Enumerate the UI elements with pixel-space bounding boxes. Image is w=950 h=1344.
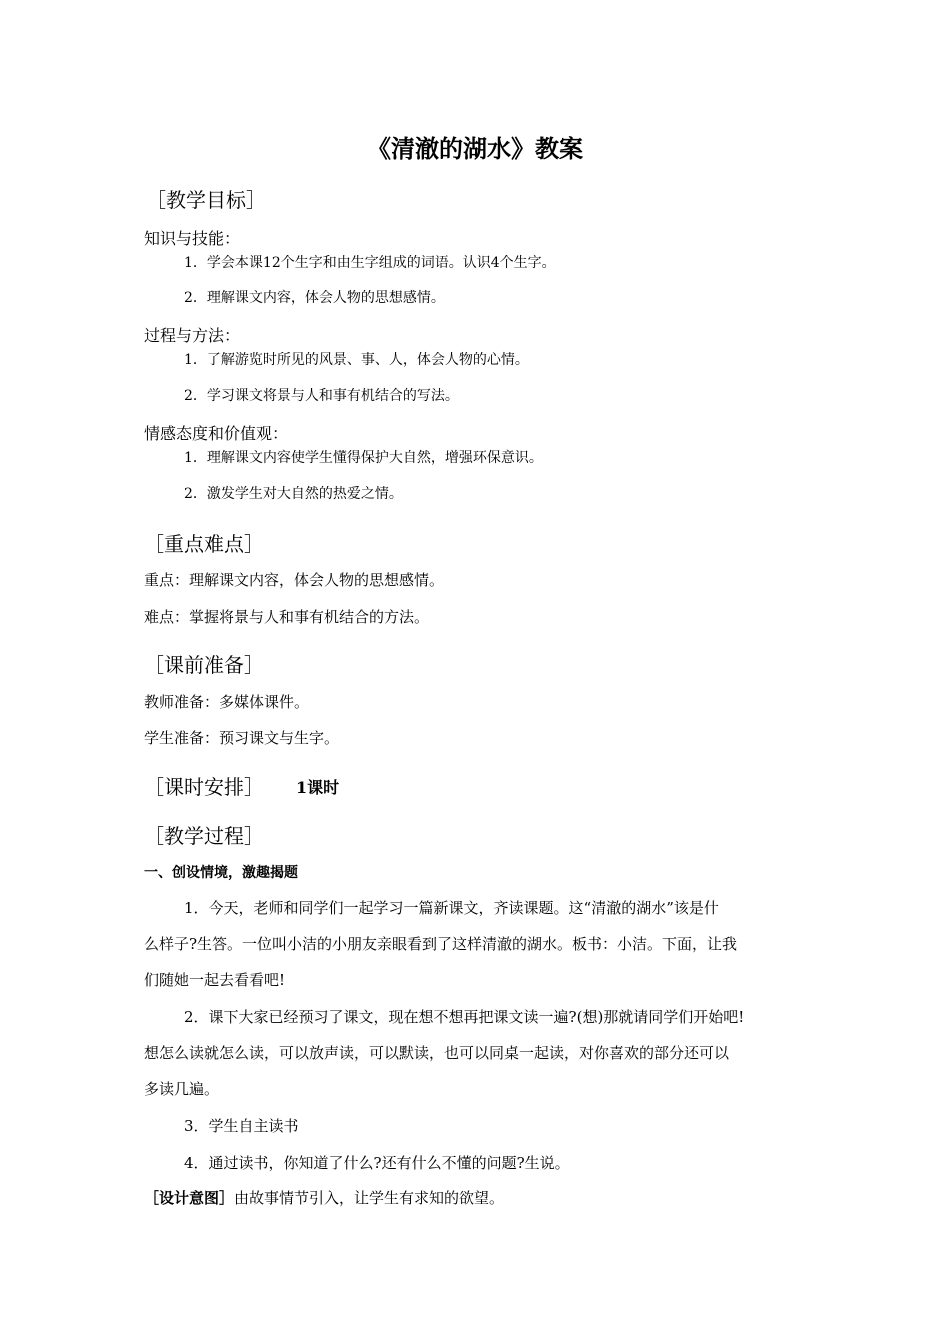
heading-process: ［教学过程］ bbox=[144, 824, 264, 848]
list-item: 1．了解游览时所见的风景、事、人，体会人物的心情。 bbox=[184, 352, 529, 368]
list-item: 2．理解课文内容，体会人物的思想感情。 bbox=[184, 290, 445, 306]
student-prep: 学生准备：预习课文与生字。 bbox=[144, 729, 340, 747]
schedule-value: 1课时 bbox=[296, 778, 340, 797]
difficulty-line: 难点：掌握将景与人和事有机结合的方法。 bbox=[144, 608, 430, 626]
section-heading: 一、创设情境，激趣揭题 bbox=[144, 865, 298, 881]
paragraph-line: 多读几遍。 bbox=[144, 1080, 220, 1098]
heading-key-points: ［重点难点］ bbox=[144, 532, 264, 556]
paragraph-line: 们随她一起去看看吧! bbox=[144, 971, 286, 989]
paragraph-line: 1．今天，老师和同学们一起学习一篇新课文，齐读课题。这“清澈的湖水”该是什 bbox=[184, 899, 719, 917]
list-item: 1．理解课文内容使学生懂得保护大自然，增强环保意识。 bbox=[184, 450, 543, 466]
teacher-prep: 教师准备：多媒体课件。 bbox=[144, 693, 310, 711]
paragraph-line: 想怎么读就怎么读，可以放声读，可以默读，也可以同桌一起读，对你喜欢的部分还可以 bbox=[144, 1044, 730, 1062]
page-title: 《清澈的湖水》教案 bbox=[367, 134, 583, 163]
paragraph-line: 3．学生自主读书 bbox=[184, 1117, 299, 1135]
paragraph-line: 么样子?生答。一位叫小洁的小朋友亲眼看到了这样清澈的湖水。板书：小洁。下面，让我 bbox=[144, 935, 738, 953]
paragraph-line: 4．通过读书，你知道了什么?还有什么不懂的问题?生说。 bbox=[184, 1154, 570, 1172]
label-emotion: 情感态度和价值观： bbox=[144, 424, 289, 443]
label-process: 过程与方法： bbox=[144, 326, 241, 345]
list-item: 2．激发学生对大自然的热爱之情。 bbox=[184, 486, 403, 502]
heading-goals: ［教学目标］ bbox=[146, 188, 266, 212]
design-intent-label: ［设计意图］ bbox=[144, 1189, 235, 1207]
heading-schedule: ［课时安排］ bbox=[144, 775, 264, 799]
heading-preparation: ［课前准备］ bbox=[144, 653, 264, 677]
label-knowledge: 知识与技能： bbox=[144, 229, 241, 248]
paragraph-line: 2．课下大家已经预习了课文，现在想不想再把课文读一遍?(想)那就请同学们开始吧! bbox=[184, 1008, 745, 1026]
focus-line: 重点：理解课文内容，体会人物的思想感情。 bbox=[144, 571, 445, 589]
list-item: 2．学习课文将景与人和事有机结合的写法。 bbox=[184, 388, 459, 404]
design-intent bbox=[144, 1191, 504, 1206]
design-intent-text: 由故事情节引入，让学生有求知的欲望。 bbox=[234, 1189, 505, 1207]
list-item: 1．学会本课12个生字和由生字组成的词语。认识4个生字。 bbox=[184, 255, 556, 271]
